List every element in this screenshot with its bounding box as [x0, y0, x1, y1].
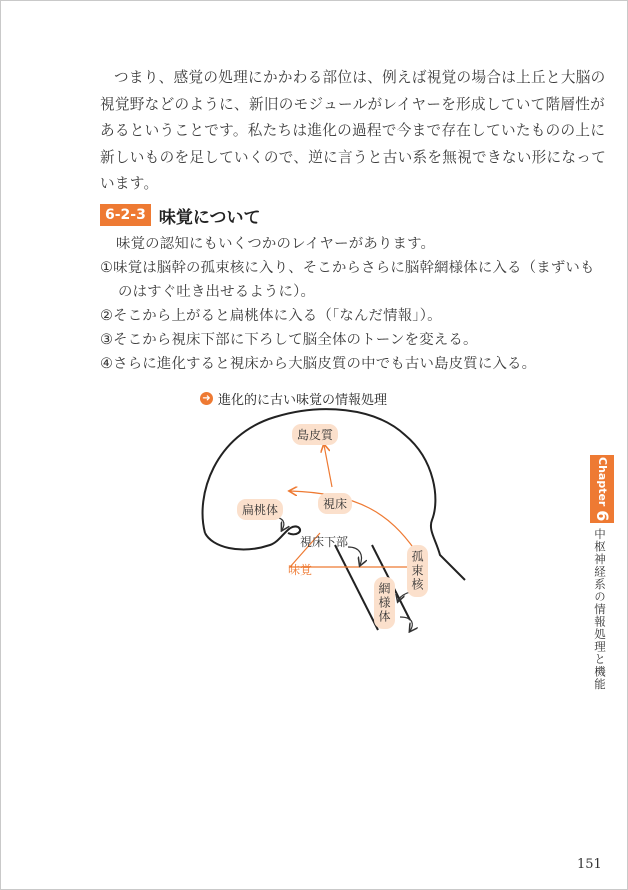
reticular-arrow [400, 617, 412, 631]
section-body [100, 232, 595, 376]
brain-outline-drawing [200, 405, 480, 635]
list-item-2: ②そこから上がると扁桃体に入る（「なんだ情報」）。 [100, 308, 442, 324]
list-item-1: ①味覚は脳幹の孤束核に入り、そこからさらに脳幹網様体に入る（まずいも [100, 260, 595, 276]
figure-title-text: 進化的に古い味覚の情報処理 [218, 393, 388, 408]
intro-paragraph [100, 65, 607, 198]
intro-line: つまり、感覚の処理にかかわる部位は、例えば視覚の場合は上丘と大脳の [114, 69, 606, 86]
section-number-badge: 6-2-3 [100, 204, 151, 226]
intro-line: あるということです。私たちは進化の過程で今まで存在していたものの上に [100, 122, 606, 139]
intro-line: 視覚野などのように、新旧のモジュールがレイヤーを形成していて階層性が [100, 95, 606, 113]
hypothalamus-label: 視床下部 [300, 535, 349, 549]
solitary-nucleus-label: 孤束核 [407, 545, 428, 597]
taste-pathway-diagram [200, 405, 480, 639]
chapter-title: 中枢神経系の情報処理と機能 [593, 528, 607, 691]
chapter-tab [590, 455, 614, 523]
reticular-formation-label: 網様体 [374, 577, 395, 629]
lead-sentence: 味覚の認知にもいくつかのレイヤーがあります。 [116, 236, 436, 252]
brain-underside [205, 526, 300, 549]
thalamus-label: 視床 [318, 493, 352, 514]
amygdala-label: 扁桃体 [237, 499, 283, 520]
section-heading [100, 204, 261, 226]
thalamus-to-insula-arrow [324, 445, 332, 487]
chapter-number: 6 [593, 510, 612, 522]
intro-line: 新しいものを足していくので、逆に言うと古い系を無視できない形になって [100, 148, 607, 166]
arrow-right-icon: ➜ [200, 392, 213, 405]
list-item-1-continued: のはすぐ吐き出せるように）。 [118, 284, 316, 300]
section-title: 味覚について [158, 207, 261, 228]
taste-label: 味覚 [288, 563, 313, 577]
insula-label: 島皮質 [292, 424, 338, 445]
page-number: 151 [577, 857, 602, 872]
list-item-3: ③そこから視床下部に下ろして脳全体のトーンを変える。 [100, 332, 478, 348]
brainstem-front [335, 545, 378, 630]
intro-line: います。 [100, 175, 159, 192]
chapter-label: Chapter [596, 456, 609, 507]
list-item-4: ④さらに進化すると視床から大脳皮質の中でも古い島皮質に入る。 [100, 356, 537, 372]
